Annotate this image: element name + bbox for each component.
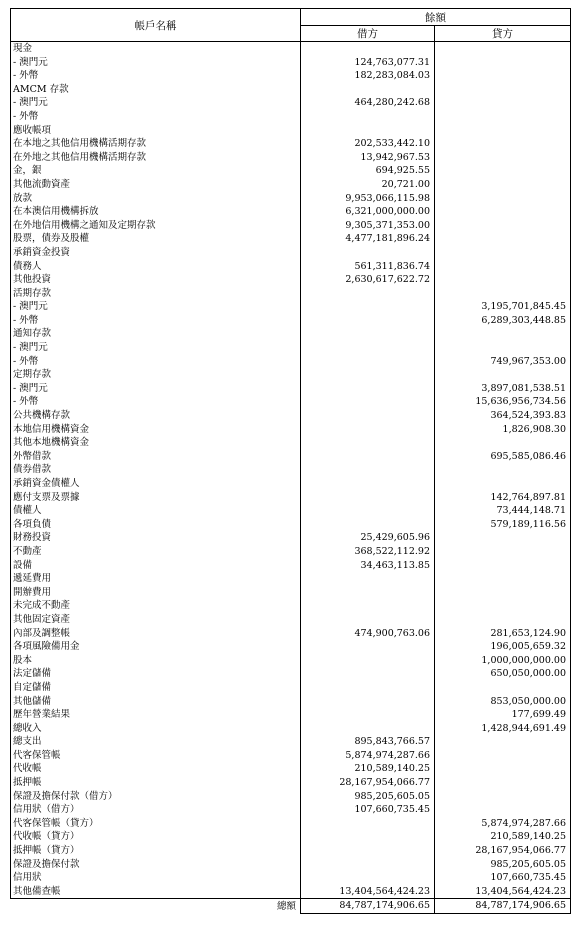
debit-value bbox=[301, 287, 435, 301]
account-name: 現金 bbox=[11, 42, 301, 56]
table-row bbox=[11, 599, 571, 613]
account-name: 承銷資金投資 bbox=[11, 246, 301, 260]
balance-sheet bbox=[10, 8, 570, 924]
account-name: 放款 bbox=[11, 192, 301, 206]
account-name: 內部及調整帳 bbox=[11, 627, 301, 641]
account-name: 各項負債 bbox=[11, 518, 301, 532]
table-row bbox=[11, 681, 571, 695]
account-name: 代客保管帳 bbox=[11, 749, 301, 763]
account-name: - 外幣 bbox=[11, 355, 301, 369]
account-name: 定期存款 bbox=[11, 368, 301, 382]
account-name: 代收帳（貸方） bbox=[11, 830, 301, 844]
debit-value bbox=[301, 695, 435, 709]
table-row bbox=[11, 355, 571, 369]
balance-table bbox=[10, 8, 571, 914]
credit-value bbox=[435, 749, 571, 763]
credit-value bbox=[435, 192, 571, 206]
credit-header: 貸方 bbox=[435, 26, 571, 42]
debit-value bbox=[301, 124, 435, 138]
debit-value: 13,404,564,424.23 bbox=[301, 885, 435, 899]
credit-value bbox=[435, 368, 571, 382]
table-row bbox=[11, 640, 571, 654]
table-row bbox=[11, 368, 571, 382]
table-row bbox=[11, 627, 571, 641]
debit-value bbox=[301, 504, 435, 518]
debit-value: 4,477,181,896.24 bbox=[301, 232, 435, 246]
account-name: 不動產 bbox=[11, 545, 301, 559]
credit-value bbox=[435, 164, 571, 178]
credit-value bbox=[435, 735, 571, 749]
account-name: 總收入 bbox=[11, 722, 301, 736]
table-row bbox=[11, 722, 571, 736]
account-name: - 澳門元 bbox=[11, 341, 301, 355]
account-name: 其他流動資產 bbox=[11, 178, 301, 192]
account-name: 通知存款 bbox=[11, 327, 301, 341]
credit-value bbox=[435, 219, 571, 233]
table-row bbox=[11, 586, 571, 600]
table-row bbox=[11, 300, 571, 314]
account-name: 股票，債券及股權 bbox=[11, 232, 301, 246]
credit-value: 853,050,000.00 bbox=[435, 695, 571, 709]
debit-value bbox=[301, 110, 435, 124]
credit-value bbox=[435, 586, 571, 600]
table-row bbox=[11, 735, 571, 749]
account-name: 在本澳信用機構拆放 bbox=[11, 205, 301, 219]
credit-value: 1,428,944,691.49 bbox=[435, 722, 571, 736]
account-name: - 外幣 bbox=[11, 110, 301, 124]
account-name: 歷年營業結果 bbox=[11, 708, 301, 722]
debit-value bbox=[301, 395, 435, 409]
table-row bbox=[11, 178, 571, 192]
credit-value bbox=[435, 545, 571, 559]
account-name: - 澳門元 bbox=[11, 382, 301, 396]
table-row bbox=[11, 205, 571, 219]
account-name: 債券借款 bbox=[11, 463, 301, 477]
table-row bbox=[11, 803, 571, 817]
account-name: 債務人 bbox=[11, 260, 301, 274]
account-name: 其他固定資產 bbox=[11, 613, 301, 627]
debit-value: 464,280,242.68 bbox=[301, 96, 435, 110]
debit-value: 474,900,763.06 bbox=[301, 627, 435, 641]
table-row bbox=[11, 858, 571, 872]
table-row bbox=[11, 124, 571, 138]
debit-value bbox=[301, 341, 435, 355]
credit-value bbox=[435, 762, 571, 776]
table-row bbox=[11, 667, 571, 681]
credit-value: 6,289,303,448.85 bbox=[435, 314, 571, 328]
debit-value: 368,522,112.92 bbox=[301, 545, 435, 559]
account-name: 其他儲備 bbox=[11, 695, 301, 709]
table-row bbox=[11, 287, 571, 301]
debit-value bbox=[301, 572, 435, 586]
account-name: - 澳門元 bbox=[11, 96, 301, 110]
table-row bbox=[11, 327, 571, 341]
debit-value bbox=[301, 640, 435, 654]
debit-value: 13,942,967.53 bbox=[301, 151, 435, 165]
credit-value bbox=[435, 559, 571, 573]
table-row bbox=[11, 518, 571, 532]
credit-value bbox=[435, 124, 571, 138]
account-name: 在外地信用機構之通知及定期存款 bbox=[11, 219, 301, 233]
table-row bbox=[11, 790, 571, 804]
credit-value bbox=[435, 681, 571, 695]
debit-value bbox=[301, 463, 435, 477]
account-name: 開辦費用 bbox=[11, 586, 301, 600]
credit-value bbox=[435, 246, 571, 260]
table-footer bbox=[11, 899, 571, 914]
account-name: 未完成不動產 bbox=[11, 599, 301, 613]
credit-value: 3,195,701,845.45 bbox=[435, 300, 571, 314]
table-row bbox=[11, 844, 571, 858]
table-row bbox=[11, 409, 571, 423]
debit-value: 20,721.00 bbox=[301, 178, 435, 192]
table-row bbox=[11, 871, 571, 885]
debit-value bbox=[301, 830, 435, 844]
debit-value bbox=[301, 654, 435, 668]
debit-value: 202,533,442.10 bbox=[301, 137, 435, 151]
debit-value: 985,205,605.05 bbox=[301, 790, 435, 804]
account-name: 債權人 bbox=[11, 504, 301, 518]
table-row bbox=[11, 762, 571, 776]
debit-value bbox=[301, 409, 435, 423]
debit-value: 6,321,000,000.00 bbox=[301, 205, 435, 219]
credit-value bbox=[435, 790, 571, 804]
table-row bbox=[11, 708, 571, 722]
table-row bbox=[11, 531, 571, 545]
table-row bbox=[11, 463, 571, 477]
table-row bbox=[11, 96, 571, 110]
credit-value bbox=[435, 137, 571, 151]
table-row bbox=[11, 382, 571, 396]
account-name: 股本 bbox=[11, 654, 301, 668]
credit-value bbox=[435, 83, 571, 97]
credit-value bbox=[435, 531, 571, 545]
debit-value: 34,463,113.85 bbox=[301, 559, 435, 573]
account-name: 外幣借款 bbox=[11, 450, 301, 464]
credit-value: 13,404,564,424.23 bbox=[435, 885, 571, 899]
table-row bbox=[11, 776, 571, 790]
total-debit: 84,787,174,906.65 bbox=[301, 899, 435, 914]
account-name: 應付支票及票據 bbox=[11, 491, 301, 505]
credit-value bbox=[435, 110, 571, 124]
credit-value bbox=[435, 56, 571, 70]
credit-value bbox=[435, 613, 571, 627]
table-row bbox=[11, 545, 571, 559]
credit-value: 107,660,735.45 bbox=[435, 871, 571, 885]
account-name: 其他投資 bbox=[11, 273, 301, 287]
account-name-header: 帳戶名稱 bbox=[11, 9, 301, 42]
debit-value: 124,763,077.31 bbox=[301, 56, 435, 70]
total-credit: 84,787,174,906.65 bbox=[435, 899, 571, 914]
debit-value: 5,874,974,287.66 bbox=[301, 749, 435, 763]
account-name: 承銷資金債權人 bbox=[11, 477, 301, 491]
debit-value bbox=[301, 871, 435, 885]
account-name: 其他備查帳 bbox=[11, 885, 301, 899]
account-name: 金，銀 bbox=[11, 164, 301, 178]
credit-value: 28,167,954,066.77 bbox=[435, 844, 571, 858]
table-row bbox=[11, 885, 571, 899]
credit-value bbox=[435, 151, 571, 165]
credit-value: 3,897,081,538.51 bbox=[435, 382, 571, 396]
account-name: 信用狀 bbox=[11, 871, 301, 885]
account-name: 法定儲備 bbox=[11, 667, 301, 681]
table-row bbox=[11, 232, 571, 246]
table-row bbox=[11, 110, 571, 124]
credit-value: 579,189,116.56 bbox=[435, 518, 571, 532]
credit-value bbox=[435, 572, 571, 586]
account-name: 抵押帳 bbox=[11, 776, 301, 790]
debit-value bbox=[301, 599, 435, 613]
debit-value bbox=[301, 613, 435, 627]
account-name: 活期存款 bbox=[11, 287, 301, 301]
debit-value bbox=[301, 491, 435, 505]
table-row bbox=[11, 192, 571, 206]
credit-value: 364,524,393.83 bbox=[435, 409, 571, 423]
debit-value bbox=[301, 327, 435, 341]
account-name: - 澳門元 bbox=[11, 56, 301, 70]
account-name: 代收帳 bbox=[11, 762, 301, 776]
debit-value bbox=[301, 300, 435, 314]
credit-value: 15,636,956,734.56 bbox=[435, 395, 571, 409]
table-row bbox=[11, 654, 571, 668]
debit-value: 2,630,617,622.72 bbox=[301, 273, 435, 287]
credit-value: 73,444,148.71 bbox=[435, 504, 571, 518]
debit-value bbox=[301, 722, 435, 736]
balance-header: 餘額 bbox=[301, 9, 571, 26]
debit-value: 107,660,735.45 bbox=[301, 803, 435, 817]
credit-value bbox=[435, 42, 571, 56]
debit-value: 182,283,084.03 bbox=[301, 69, 435, 83]
account-name: 遞延費用 bbox=[11, 572, 301, 586]
table-row bbox=[11, 273, 571, 287]
table-row bbox=[11, 450, 571, 464]
account-name: 信用狀（借方） bbox=[11, 803, 301, 817]
account-name: 應收帳項 bbox=[11, 124, 301, 138]
credit-value: 281,653,124.90 bbox=[435, 627, 571, 641]
table-row bbox=[11, 246, 571, 260]
debit-value bbox=[301, 436, 435, 450]
account-name: 自定儲備 bbox=[11, 681, 301, 695]
table-row bbox=[11, 219, 571, 233]
credit-value bbox=[435, 287, 571, 301]
debit-value bbox=[301, 667, 435, 681]
debit-value bbox=[301, 42, 435, 56]
table-row bbox=[11, 572, 571, 586]
table-row bbox=[11, 830, 571, 844]
debit-value bbox=[301, 246, 435, 260]
credit-value bbox=[435, 69, 571, 83]
table-row bbox=[11, 83, 571, 97]
credit-value: 1,000,000,000.00 bbox=[435, 654, 571, 668]
credit-value bbox=[435, 803, 571, 817]
debit-value bbox=[301, 844, 435, 858]
table-row bbox=[11, 341, 571, 355]
account-name: 保證及擔保付款（借方） bbox=[11, 790, 301, 804]
debit-value: 895,843,766.57 bbox=[301, 735, 435, 749]
credit-value bbox=[435, 260, 571, 274]
table-row bbox=[11, 69, 571, 83]
account-name: 代客保管帳（貸方） bbox=[11, 817, 301, 831]
credit-value bbox=[435, 327, 571, 341]
account-name: - 外幣 bbox=[11, 314, 301, 328]
credit-value: 650,050,000.00 bbox=[435, 667, 571, 681]
table-row bbox=[11, 423, 571, 437]
total-label: 總額 bbox=[11, 899, 301, 914]
credit-value bbox=[435, 232, 571, 246]
debit-value bbox=[301, 477, 435, 491]
account-name: AMCM 存款 bbox=[11, 83, 301, 97]
credit-value: 749,967,353.00 bbox=[435, 355, 571, 369]
table-row bbox=[11, 491, 571, 505]
debit-value: 9,953,066,115.98 bbox=[301, 192, 435, 206]
table-row bbox=[11, 436, 571, 450]
credit-value bbox=[435, 463, 571, 477]
account-name: 在本地之其他信用機構活期存款 bbox=[11, 137, 301, 151]
table-row bbox=[11, 749, 571, 763]
table-row bbox=[11, 477, 571, 491]
debit-value bbox=[301, 368, 435, 382]
debit-value: 561,311,836.74 bbox=[301, 260, 435, 274]
credit-value bbox=[435, 477, 571, 491]
credit-value: 695,585,086.46 bbox=[435, 450, 571, 464]
debit-value bbox=[301, 382, 435, 396]
credit-value bbox=[435, 341, 571, 355]
credit-value bbox=[435, 205, 571, 219]
account-name: 公共機構存款 bbox=[11, 409, 301, 423]
credit-value: 1,826,908.30 bbox=[435, 423, 571, 437]
credit-value: 210,589,140.25 bbox=[435, 830, 571, 844]
table-row bbox=[11, 164, 571, 178]
debit-value bbox=[301, 681, 435, 695]
debit-value: 25,429,605.96 bbox=[301, 531, 435, 545]
credit-value bbox=[435, 96, 571, 110]
account-name: 本地信用機構資金 bbox=[11, 423, 301, 437]
debit-value bbox=[301, 83, 435, 97]
debit-value bbox=[301, 586, 435, 600]
table-row bbox=[11, 504, 571, 518]
debit-value bbox=[301, 858, 435, 872]
table-row bbox=[11, 395, 571, 409]
table-row bbox=[11, 137, 571, 151]
table-body bbox=[11, 42, 571, 899]
debit-value bbox=[301, 450, 435, 464]
credit-value: 177,699.49 bbox=[435, 708, 571, 722]
account-name: 財務投資 bbox=[11, 531, 301, 545]
credit-value: 5,874,974,287.66 bbox=[435, 817, 571, 831]
account-name: - 外幣 bbox=[11, 69, 301, 83]
account-name: 保證及擔保付款 bbox=[11, 858, 301, 872]
account-name: 抵押帳（貸方） bbox=[11, 844, 301, 858]
table-row bbox=[11, 695, 571, 709]
credit-value bbox=[435, 599, 571, 613]
credit-value bbox=[435, 273, 571, 287]
table-row bbox=[11, 817, 571, 831]
table-row bbox=[11, 42, 571, 56]
debit-value bbox=[301, 708, 435, 722]
debit-value bbox=[301, 518, 435, 532]
account-name: 總支出 bbox=[11, 735, 301, 749]
debit-value: 28,167,954,066.77 bbox=[301, 776, 435, 790]
account-name: 其他本地機構資金 bbox=[11, 436, 301, 450]
account-name: 各項風險備用金 bbox=[11, 640, 301, 654]
debit-value bbox=[301, 355, 435, 369]
table-row bbox=[11, 260, 571, 274]
account-name: - 澳門元 bbox=[11, 300, 301, 314]
debit-value: 9,305,371,353.00 bbox=[301, 219, 435, 233]
debit-value bbox=[301, 314, 435, 328]
account-name: 在外地之其他信用機構活期存款 bbox=[11, 151, 301, 165]
debit-value: 210,589,140.25 bbox=[301, 762, 435, 776]
debit-value bbox=[301, 423, 435, 437]
credit-value bbox=[435, 178, 571, 192]
credit-value bbox=[435, 776, 571, 790]
table-row bbox=[11, 314, 571, 328]
table-row bbox=[11, 559, 571, 573]
table-row bbox=[11, 613, 571, 627]
debit-header: 借方 bbox=[301, 26, 435, 42]
account-name: 設備 bbox=[11, 559, 301, 573]
debit-value: 694,925.55 bbox=[301, 164, 435, 178]
credit-value: 142,764,897.81 bbox=[435, 491, 571, 505]
account-name: - 外幣 bbox=[11, 395, 301, 409]
credit-value bbox=[435, 436, 571, 450]
table-row bbox=[11, 151, 571, 165]
credit-value: 985,205,605.05 bbox=[435, 858, 571, 872]
debit-value bbox=[301, 817, 435, 831]
credit-value: 196,005,659.32 bbox=[435, 640, 571, 654]
table-row bbox=[11, 56, 571, 70]
table-header bbox=[11, 9, 571, 42]
